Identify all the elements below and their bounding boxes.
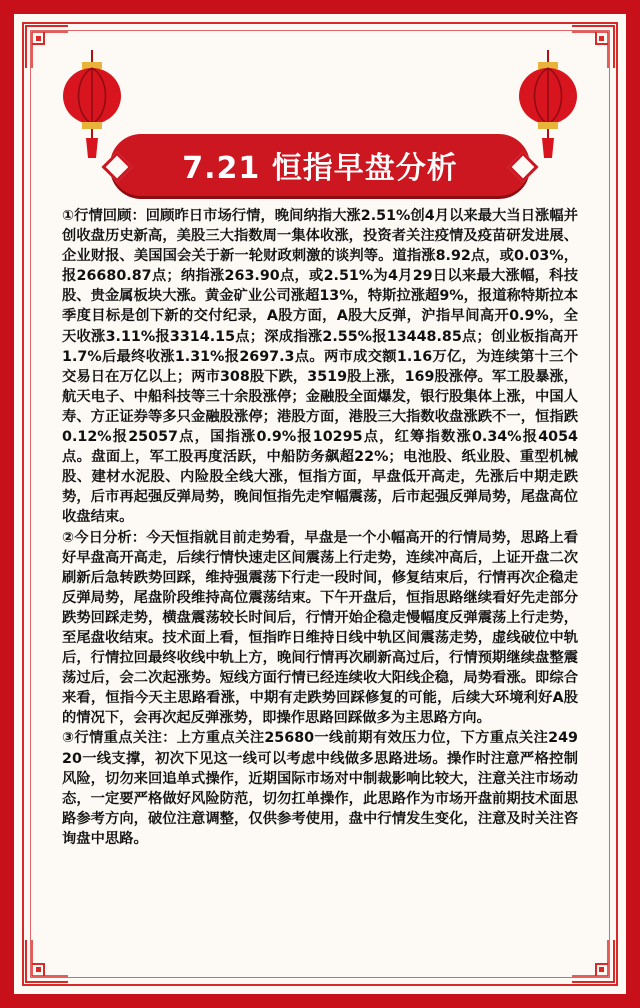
lantern-icon xyxy=(516,50,580,160)
lantern-icon xyxy=(60,50,124,160)
poster-card xyxy=(14,14,626,994)
title-banner xyxy=(110,134,530,196)
page-title: 7.21 恒指早盘分析 xyxy=(182,151,458,186)
corner-ornament-icon xyxy=(570,938,616,984)
section-market-review: ①行情回顾：回顾昨日市场行情，晚间纳指大涨2.51%创4月以来最大当日涨幅并创收盘历史新高，美股三大指数周一集体收涨，投资者关注疫情及疫苗研发进展、企业财报、美国国会关于新一轮财政刺激的谈判等。道指涨8.92点，或0.03%，报26680.87点；纳指涨263.90点，或2.51%为4月29日以来最大涨幅，科技股、贵金属板块大涨。黄金矿业公司涨超13%，特斯拉涨超9%，报道称特斯拉本季度目标是创下新的交付纪录，A股方面，A股大反弹，沪指早间高开0.9%，全天收涨3.11%报3314.15点；深成指涨2.55%报13448.85点；创业板指高开1.7%后最终收涨1.31%报2697.3点。两市成交额1.16万亿，为连续第十三个交易日在万亿以上；两市308股下跌，3519股上涨，169股涨停。军工股暴涨，航天电子、中船科技等三十余股涨停；金融股全面爆发，银行股集体上涨，中国人寿、方正证券等多只金融股涨停；港股方面，港股三大指数收盘涨跌不一，恒指跌0.12%报25057点，国指涨0.9%报10295点，红筹指数涨0.34%报4054点。盘面上，军工股再度活跃，中船防务飙超22%；电池股、纸业股、重型机械股、建材水泥股、内险股全线大涨，恒指方面，早盘低开高走，先涨后中期走跌势，后市再起强反弹局势，晚间恒指先走窄幅震荡，后市起强反弹局势，尾盘高位收盘结束。 xyxy=(62,208,578,526)
section-key-levels: ③行情重点关注：上方重点关注25680一线前期有效压力位，下方重点关注24920一线支撑，初次下见这一线可以考虑中线做多思路进场。操作时注意严格控制风险，切勿来回追单式操作，近期国际市场对中制裁影响比较大，注意关注市场动态，一定要严格做好风险防范，切勿扛单操作，此思路作为市场开盘前期技术面思路参考方向，破位注意调整，仅供参考使用，盘中行情发生变化，注意及时关注咨询盘中思路。 xyxy=(62,730,578,847)
article-body xyxy=(62,206,578,849)
section-today-analysis: ②今日分析：今天恒指就目前走势看，早盘是一个小幅高开的行情局势，思路上看好早盘高开高走，后续行情快速走区间震荡上行走势，连续冲高后，上证开盘二次刷新后急转跌势回踩，维持强震荡下行走一段时间，修复结束后，行情再次企稳走反弹局势，尾盘阶段维持高位震荡结束。下午开盘后，恒指思路继续看好先走部分跌势回踩走势，横盘震荡较长时间后，行情开始企稳走慢幅度反弹震荡上行走势，至尾盘收结束。技术面上看，恒指昨日维持日线中轨区间震荡走势，虚线破位中轨后，行情拉回最终收线中轨上方，晚间行情再次刷新高过后，行情预期继续盘整震荡过后，会二次起涨势。短线方面行情已经连续收大阳线企稳，局势看涨。即综合来看，恒指今天主思路看涨，中期有走跌势回踩修复的可能，后续大环境利好A股的情况下，会再次起反弹涨势，即操作思路回踩做多为主思路方向。 xyxy=(62,529,578,727)
corner-ornament-icon xyxy=(24,938,70,984)
